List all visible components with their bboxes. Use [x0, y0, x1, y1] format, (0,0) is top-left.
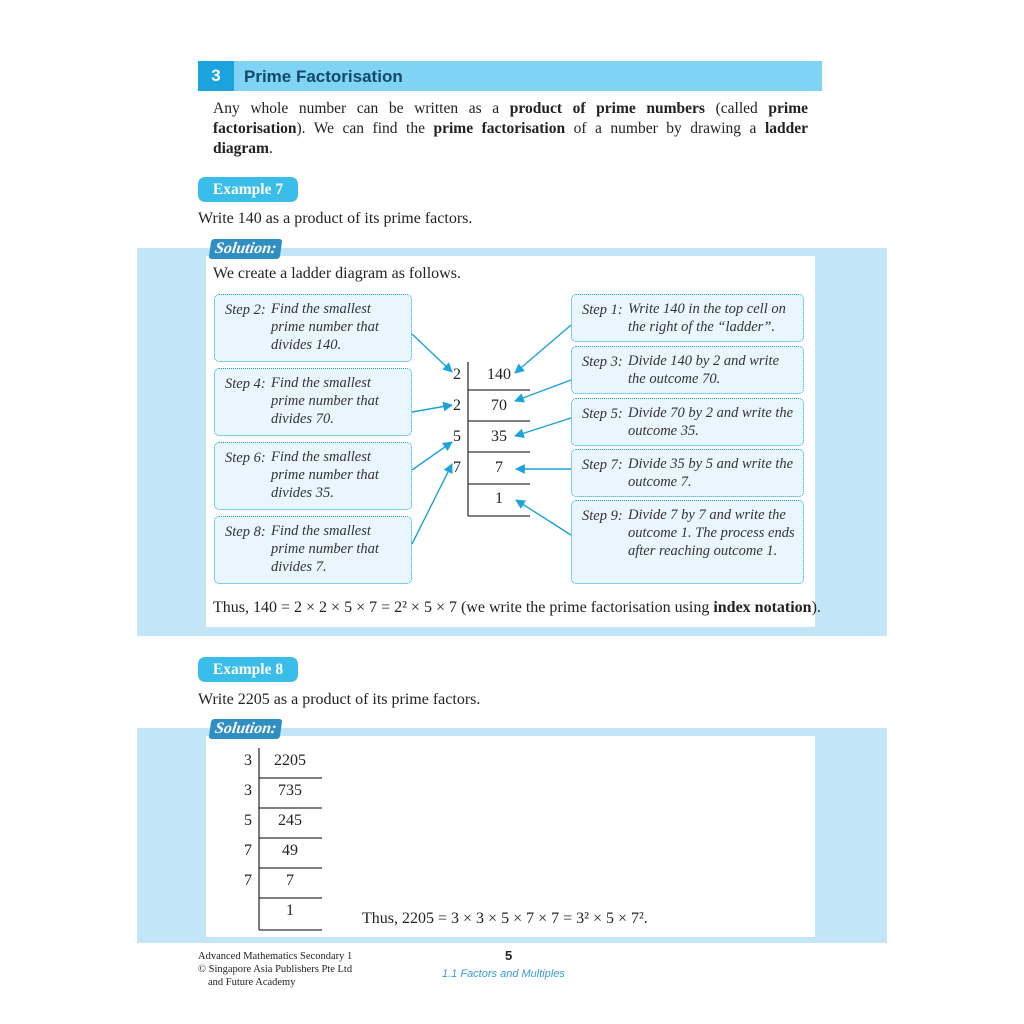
ladder-quotient: 70	[491, 397, 507, 414]
ladder-divisor: 5	[244, 812, 252, 829]
ladder-divisor: 3	[244, 782, 252, 799]
ladder-quotient: 245	[278, 812, 302, 829]
step-1-box: Step 1: Write 140 in the top cell on the right of the “ladder”.	[571, 294, 804, 342]
ladder-quotient: 2205	[274, 752, 306, 769]
ladder-quotient: 140	[487, 366, 511, 383]
step-8-box: Step 8: Find the smallest prime number that divides 7.	[214, 516, 412, 584]
example-8-badge: Example 8	[198, 657, 298, 682]
step-9-box: Step 9: Divide 7 by 7 and write the outcome 1. The process ends after reaching outcome 1.	[571, 500, 804, 584]
step-6-box: Step 6: Find the smallest prime number that divides 35.	[214, 442, 412, 510]
ladder-divisor: 7	[453, 459, 461, 476]
example-8-question: Write 2205 as a product of its prime factors.	[198, 691, 481, 708]
ladder-divisor: 2	[453, 397, 461, 414]
step-7-box: Step 7: Divide 35 by 5 and write the outcome 7.	[571, 449, 804, 497]
chapter-label: 1.1 Factors and Multiples	[442, 968, 565, 980]
ladder-divisor: 7	[244, 872, 252, 889]
footer-publisher: Advanced Mathematics Secondary 1 © Singapore Asia Publishers Pte Ltd and Future Academy	[198, 951, 353, 988]
example-7-conclusion: Thus, 140 = 2 × 2 × 5 × 7 = 2² × 5 × 7 (we write the prime factorisation using index notation).	[213, 599, 821, 616]
ladder-intro-text: We create a ladder diagram as follows.	[213, 265, 461, 282]
example-7-badge: Example 7	[198, 177, 298, 202]
page-number: 5	[505, 948, 513, 963]
step-4-box: Step 4: Find the smallest prime number that divides 70.	[214, 368, 412, 436]
section-number: 3	[198, 61, 234, 91]
ladder-quotient: 35	[491, 428, 507, 445]
ladder-quotient: 7	[286, 872, 294, 889]
ladder-quotient: 735	[278, 782, 302, 799]
ladder-divisor: 2	[453, 366, 461, 383]
step-2-box: Step 2: Find the smallest prime number that divides 140.	[214, 294, 412, 362]
example-7-solution-label: Solution:	[209, 239, 283, 259]
ladder-quotient: 49	[282, 842, 298, 859]
ladder-divisor: 5	[453, 428, 461, 445]
step-3-box: Step 3: Divide 140 by 2 and write the outcome 70.	[571, 346, 804, 394]
section-title: Prime Factorisation	[244, 67, 403, 86]
intro-paragraph: Any whole number can be written as a product of prime numbers (called prime factorisation). We can find the prime factorisation of a number by drawing a ladder diagram.	[213, 100, 809, 157]
example-8-conclusion: Thus, 2205 = 3 × 3 × 5 × 7 × 7 = 3² × 5 × 7².	[362, 910, 648, 927]
example-8-solution-label: Solution:	[209, 719, 283, 739]
step-5-box: Step 5: Divide 70 by 2 and write the outcome 35.	[571, 398, 804, 446]
ladder-quotient: 1	[495, 490, 503, 507]
ladder-quotient: 7	[495, 459, 503, 476]
ladder-quotient: 1	[286, 902, 294, 919]
example-7-question: Write 140 as a product of its prime factors.	[198, 210, 473, 227]
ladder-divisor: 7	[244, 842, 252, 859]
ladder-divisor: 3	[244, 752, 252, 769]
